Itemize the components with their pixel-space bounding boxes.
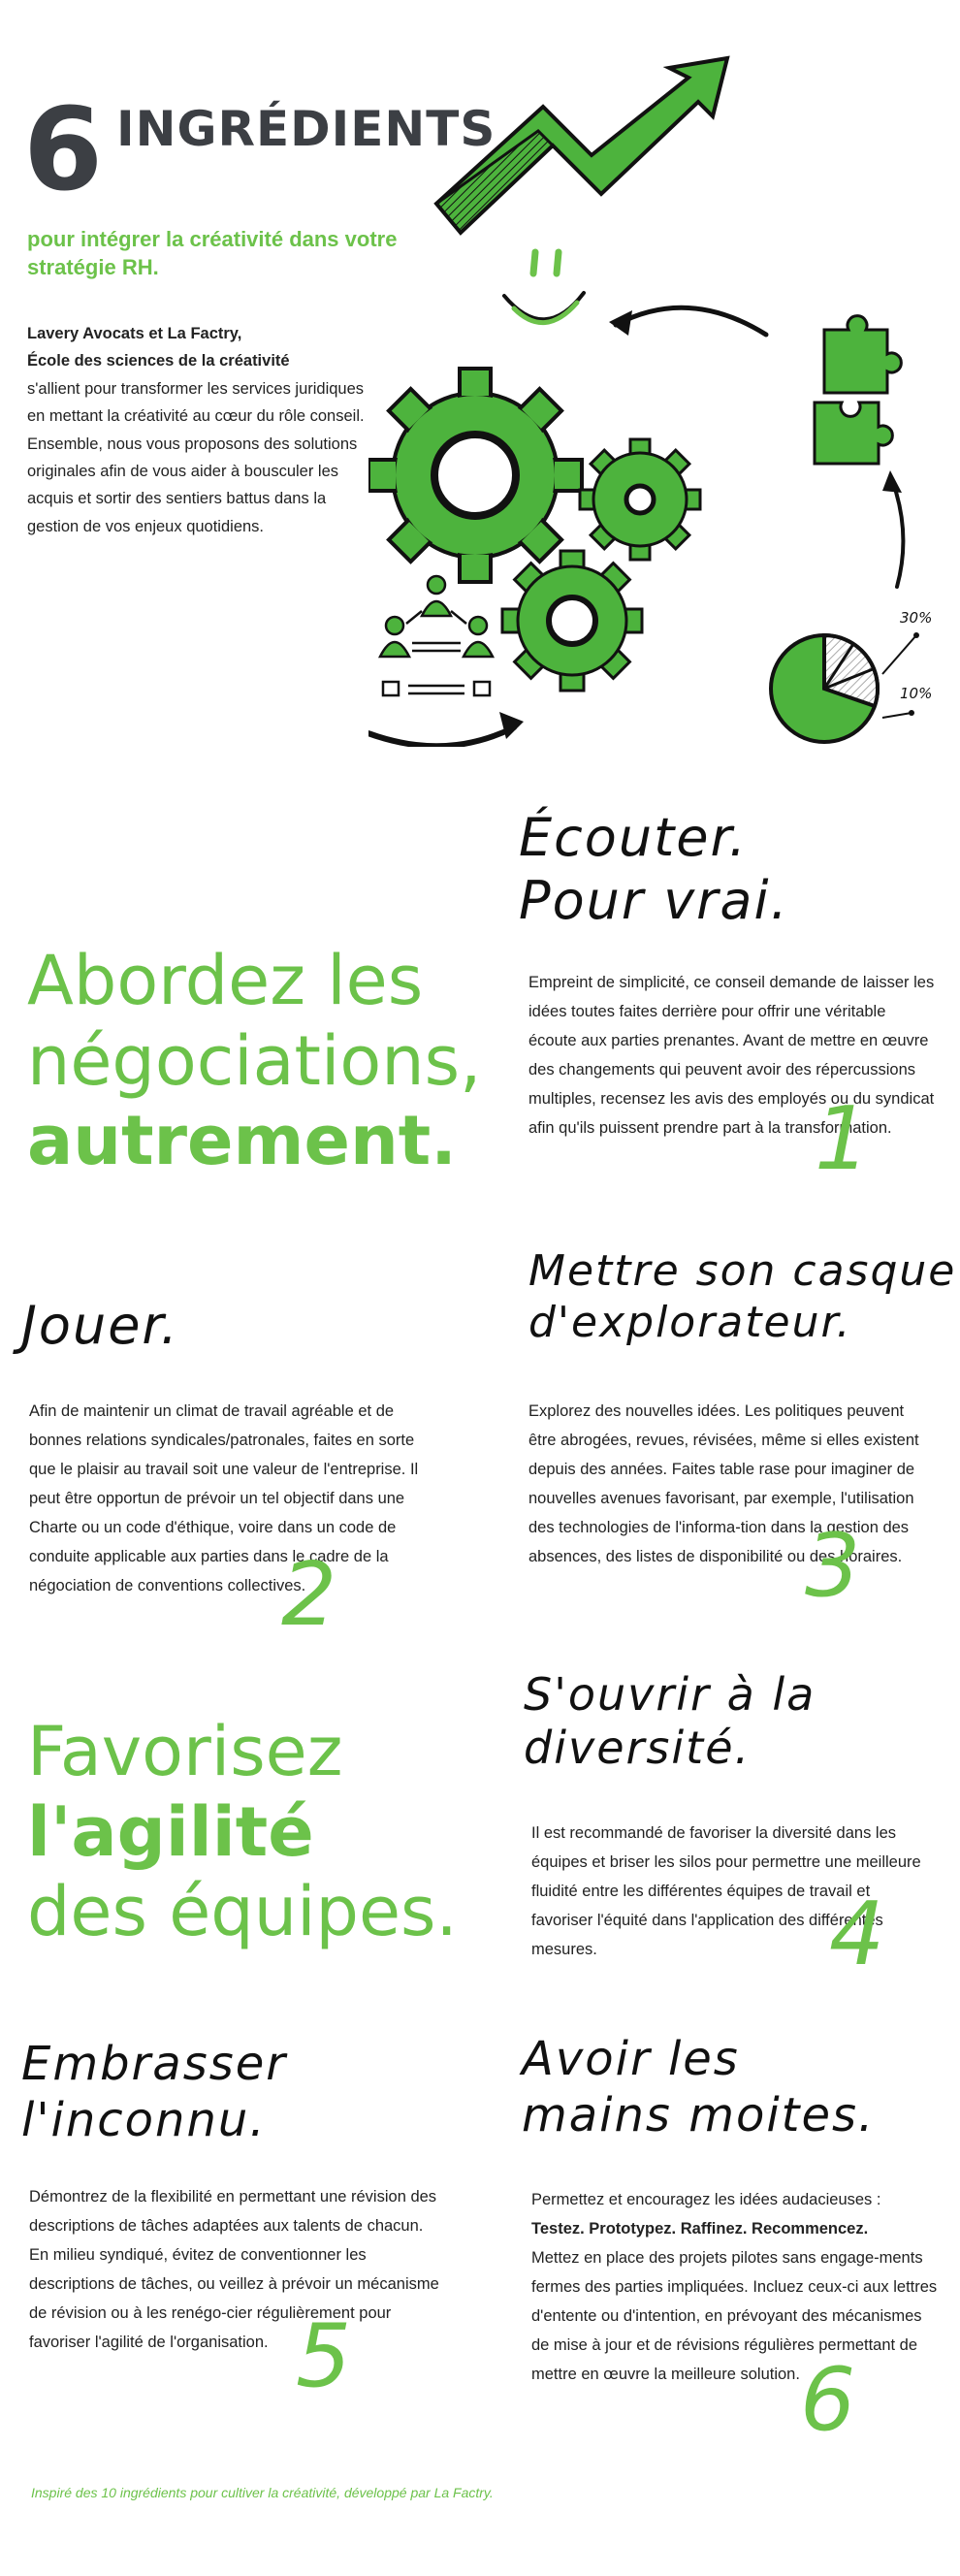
pie-label-30: 30%: [900, 609, 933, 627]
ingredient-3-number: 3: [805, 1515, 861, 1617]
ingredient-4-title-line-1: S'ouvrir à la: [524, 1668, 816, 1721]
ingredient-6-title-line-2: mains moites.: [522, 2087, 876, 2142]
curved-arrow-right-icon: [892, 480, 903, 587]
ingredient-3-title-line-1: Mettre son casque: [528, 1246, 957, 1296]
curved-arrow-top-icon: [616, 307, 766, 335]
intro-text: s'allient pour transformer les services juridiques en mettant la créativité au cœur du rôle conseil. Ensemble, nous vous proposons des solutions originales afin de vous aider à bousculer les acquis et sortir des sentiers battus dans la gestion de vos enjeux quotidiens.: [27, 379, 365, 535]
headline-agility: [27, 1712, 473, 1952]
headline-negotiations-line-2: négociations,: [27, 1020, 482, 1101]
ingredient-2-text: Afin de maintenir un climat de travail agréable et de bonnes relations syndicales/patronales, faites en sorte que le plaisir au travail soit une valeur de l'entreprise. Il peut être opportun de prévoir un tel objectif dans une Charte ou un code d'éthique, voire dans un code de conduite applicable aux parties dans le cadre de la négociation de conventions collectives.: [29, 1402, 419, 1595]
ingredient-2-title: [21, 1295, 179, 1358]
page-title: INGRÉDIENTS: [116, 101, 496, 157]
ingredient-1-title: [519, 807, 789, 933]
headline-agility-line-2: l'agilité: [27, 1791, 314, 1872]
puzzle-pieces-icon: [815, 316, 901, 464]
ingredient-2-title-line-1: Jouer.: [21, 1295, 179, 1356]
ingredient-1-text: Empreint de simplicité, ce conseil demande de laisser les idées toutes faites derrière pour offrir une véritable écoute aux parties prenantes. Avant de mettre en œuvre des changements qui peuvent avoir des répercussions multiples, recensez les avis des employés ou du syndicat afin qu'ils puissent prendre part à la transformation.: [528, 974, 935, 1138]
rising-arrow-icon: [436, 58, 727, 233]
headline-agility-line-3: des équipes.: [27, 1872, 458, 1952]
ingredient-1-title-line-2: Pour vrai.: [519, 869, 789, 931]
people-network-icon: [373, 567, 499, 713]
big-number-six: 6: [23, 82, 104, 216]
ingredient-5-title: [21, 2037, 287, 2148]
ingredient-6-title: [522, 2032, 875, 2143]
intro-bold-line-2: École des sciences de la créativité: [27, 352, 290, 370]
headline-agility-line-1: Favorisez: [27, 1712, 343, 1791]
ingredient-1-number: 1: [815, 1088, 871, 1190]
ingredient-4-number: 4: [829, 1884, 885, 1985]
ingredient-6-number: 6: [800, 2349, 856, 2451]
footer-credit: Inspiré des 10 ingrédients pour cultiver la créativité, développé par La Factry.: [31, 2485, 494, 2500]
large-gear-icon: [368, 369, 582, 582]
ingredient-4-title: [524, 1668, 816, 1775]
ingredient-5-number: 5: [296, 2305, 352, 2407]
curved-arrow-bottom-icon: [368, 713, 514, 746]
pie-label-10: 10%: [900, 685, 933, 702]
headline-negotiations-line-3: autrement.: [27, 1101, 457, 1181]
pie-chart-icon: [771, 635, 878, 742]
intro-bold-line-1: Lavery Avocats et La Factry,: [27, 325, 242, 342]
ingredient-6-text: [531, 2185, 939, 2389]
ingredient-5-title-line-2: l'inconnu.: [21, 2092, 267, 2147]
ingredient-3-title-line-2: d'explorateur.: [528, 1297, 852, 1347]
ingredient-5-title-line-1: Embrasser: [21, 2037, 287, 2091]
ingredient-3-title: [528, 1246, 956, 1349]
ingredient-3-text: Explorez des nouvelles idées. Les politiques peuvent être abrogées, revues, révisées, même si elles existent depuis des années. Faites table rase pour imaginer de nouvelles avenues favorisant, par exemple, l'utilisation des technologies de l'informa-tion dans la gestion des absences, des listes de disponibilité ou des horaires.: [528, 1402, 919, 1566]
ingredient-2-number: 2: [281, 1544, 337, 1646]
ingredient-4-text: Il est recommandé de favoriser la diversité dans les équipes et briser les silos pour permettre une meilleure fluidité entre les différentes équipes de travail et favoriser l'équité dans l'application des différentes mesures.: [531, 1824, 921, 1959]
ingredient-6-text-body: Mettez en place des projets pilotes sans engage-ments fermes des parties impliquées. Incluez ceux-ci aux lettres d'entente ou d'intention, en prévoyant des mécanismes de mise à jour et de révisions régulières permettant de mettre en œuvre la meilleure solution.: [531, 2249, 938, 2384]
smiley-icon: [504, 252, 584, 323]
page-subtitle: pour intégrer la créativité dans votre stratégie RH.: [27, 227, 398, 280]
ingredient-4-title-line-2: diversité.: [524, 1722, 752, 1775]
ingredient-6-title-line-1: Avoir les: [522, 2032, 740, 2086]
ingredient-6-text-bold: Testez. Prototypez. Raffinez. Recommencez.: [531, 2220, 869, 2238]
lower-gear-icon: [502, 551, 642, 691]
headline-negotiations-line-1: Abordez les: [27, 941, 424, 1020]
ingredient-1-title-line-1: Écouter.: [519, 807, 748, 868]
medium-gear-icon: [580, 439, 700, 560]
ingredient-6-text-intro: Permettez et encouragez les idées audacieuses :: [531, 2191, 881, 2208]
intro-paragraph: [27, 320, 376, 540]
headline-negotiations: [27, 941, 482, 1181]
ingredient-5-text: Démontrez de la flexibilité en permettant une révision des descriptions de tâches adaptées aux talents de chacun. En milieu syndiqué, évitez de conventionner les descriptions de tâches, ou veillez à prévoir un mécanisme de révision ou à les renégo-cier régulièrement pour favoriser l'agilité de l'organisation.: [29, 2188, 439, 2352]
